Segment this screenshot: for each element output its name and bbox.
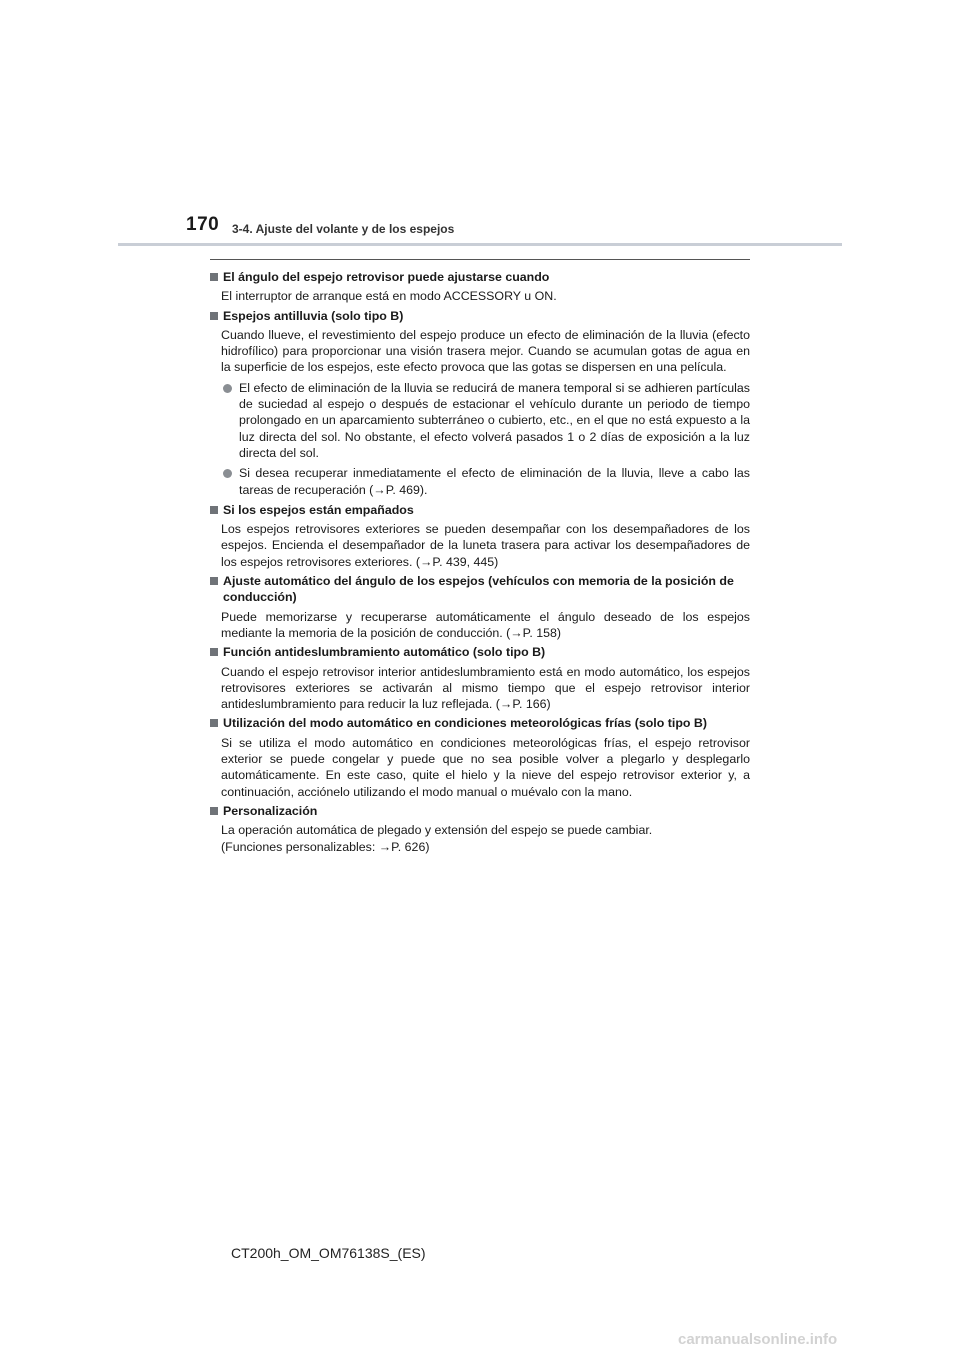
- section-body: Cuando llueve, el revestimiento del espejo produce un efecto de eliminación de la lluvia (efecto hidrofílico) para proporcionar una visión trasera mejor. Cuando se acumulan gotas de agua en la superficie de los espejos, este efecto provoca que las gotas se dispersen en una película.: [221, 327, 750, 375]
- section-title-text: Espejos antilluvia (solo tipo B): [223, 308, 404, 323]
- round-bullet-icon: [223, 469, 232, 478]
- section-title-text: Si los espejos están empañados: [223, 502, 414, 517]
- section-body: Cuando el espejo retrovisor interior antideslumbramiento está en modo automático, los espejos retrovisores exteriores se activarán al mismo tiempo que el espejo retrovisor interior antideslumbramiento para reducir la luz reflejada. (→P. 166): [221, 664, 750, 712]
- square-bullet-icon: [210, 506, 218, 514]
- bullet-text: Si desea recuperar inmediatamente el efecto de eliminación de la lluvia, lleve a cabo las tareas de recuperación (→P. 469).: [239, 466, 750, 497]
- section-cold-weather: [210, 715, 750, 799]
- document-code: CT200h_OM_OM76138S_(ES): [231, 1245, 426, 1261]
- content-body: [210, 269, 750, 858]
- section-auto-antiglare: [210, 644, 750, 712]
- square-bullet-icon: [210, 719, 218, 727]
- section-personalization: [210, 803, 750, 855]
- bullet-item: [210, 465, 750, 498]
- section-title: [210, 715, 750, 731]
- square-bullet-icon: [210, 648, 218, 656]
- section-title-text: Ajuste automático del ángulo de los espejos (vehículos con memoria de la posición de conducción): [223, 574, 734, 605]
- section-title-text: Personalización: [223, 803, 318, 818]
- section-body: Si se utiliza el modo automático en condiciones meteorológicas frías, el espejo retrovisor exterior se puede congelar y puede que no sea posible volver a plegarlo y desplegarlo automáticamente. En este caso, quite el hielo y la nieve del espejo retrovisor exterior y, a continuación, acciónelo utilizando el modo manual o muévalo con la mano.: [221, 735, 750, 799]
- square-bullet-icon: [210, 273, 218, 281]
- bullet-item: [210, 380, 750, 461]
- header-rule: [118, 243, 842, 246]
- round-bullet-icon: [223, 384, 232, 393]
- square-bullet-icon: [210, 577, 218, 585]
- section-title: [210, 502, 750, 518]
- content-top-rule: [210, 259, 750, 260]
- section-rain-mirrors: [210, 308, 750, 498]
- section-title-text: El ángulo del espejo retrovisor puede ajustarse cuando: [223, 270, 550, 284]
- section-title: [210, 644, 750, 660]
- section-body: [210, 822, 750, 855]
- section-title: [210, 803, 750, 819]
- section-auto-angle-memory: [210, 573, 750, 641]
- section-fogged-mirrors: [210, 502, 750, 570]
- section-body: Puede memorizarse y recuperarse automáticamente el ángulo deseado de los espejos mediante la memoria de la posición de conducción. (→P. 158): [221, 609, 750, 640]
- bullet-text: El efecto de eliminación de la lluvia se reducirá de manera temporal si se adhieren partículas de suciedad al espejo o después de estacionar el vehículo durante un periodo de tiempo prolongado en un aparcamiento subterráneo o cubierto, etc., en el que no está expuesto a la luz directa del sol. No obstante, el efecto volverá pasados 1 o 2 días de exposición a la luz directa del sol.: [239, 380, 750, 460]
- page-number: 170: [186, 214, 220, 235]
- watermark: carmanualsonline.info: [678, 1331, 838, 1348]
- section-body-line: La operación automática de plegado y extensión del espejo se puede cambiar.: [221, 823, 653, 838]
- page-header: [0, 0, 960, 250]
- section-title-text: Utilización del modo automático en condiciones meteorológicas frías (solo tipo B): [223, 716, 707, 731]
- chapter-title: 3-4. Ajuste del volante y de los espejos: [232, 222, 455, 236]
- section-title: [210, 308, 750, 324]
- section-title-text: Función antideslumbramiento automático (solo tipo B): [223, 645, 546, 660]
- section-title: [210, 573, 750, 606]
- section-body-line: (Funciones personalizables: →P. 626): [221, 839, 430, 854]
- square-bullet-icon: [210, 312, 218, 320]
- square-bullet-icon: [210, 807, 218, 815]
- section-title: [210, 269, 750, 285]
- section-angle-adjust: [210, 269, 750, 305]
- section-body: Los espejos retrovisores exteriores se pueden desempañar con los desempañadores de los espejos. Encienda el desempañador de la luneta trasera para activar los desempañadores de los espejos retrovisores exteriores. (→P. 439, 445): [221, 522, 750, 569]
- section-body: El interruptor de arranque está en modo ACCESSORY u ON.: [221, 289, 557, 304]
